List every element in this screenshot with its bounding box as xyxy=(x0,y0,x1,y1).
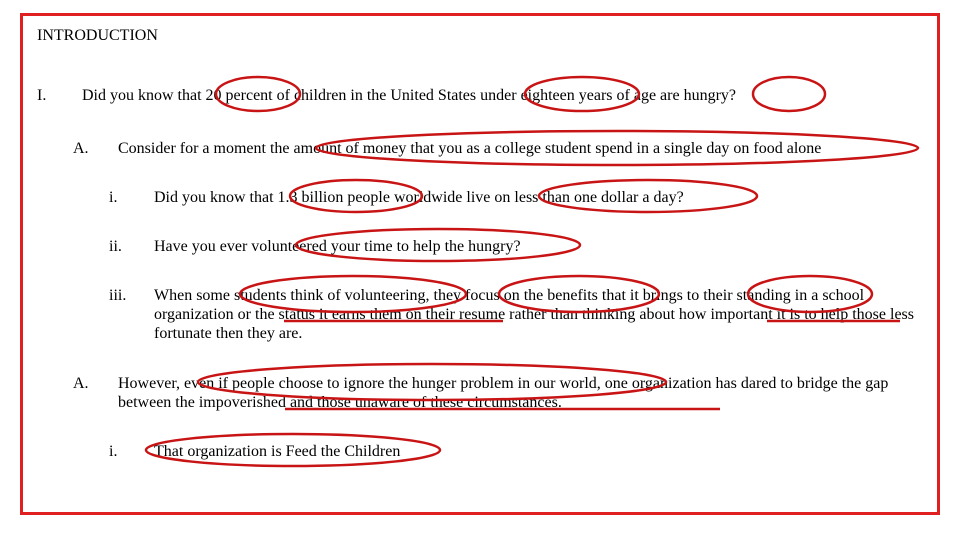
outline-marker-7: i. xyxy=(109,443,118,460)
outline-text-3: Did you know that 1.3 billion people worldwide live on less than one dollar a day? xyxy=(154,189,684,206)
section-heading: INTRODUCTION xyxy=(37,27,158,44)
outline-text-1: Did you know that 20 percent of children in the United States under eighteen years of age are hungry? xyxy=(82,87,737,104)
outline-text-7: That organization is Feed the Children xyxy=(154,443,401,460)
outline-marker-5: iii. xyxy=(109,287,127,304)
outline-text-4: Have you ever volunteered your time to help the hungry? xyxy=(154,238,521,255)
outline-text-5: When some students think of volunteering, they focus on the benefits that it brings to their standing in a school organization or the status it earns them on their resume rather than thinking about how important it is to help those less fortunate then they are. xyxy=(154,287,914,342)
outline-marker-3: i. xyxy=(109,189,118,206)
outline-marker-6: A. xyxy=(73,375,89,392)
outline-text-6: However, even if people choose to ignore the hunger problem in our world, one organization has dared to bridge the gap between the impoverished and those unaware of these circumstances. xyxy=(118,375,889,411)
outline-text-2: Consider for a moment the amount of money that you as a college student spend in a single day on food alone xyxy=(118,140,822,157)
outline-marker-4: ii. xyxy=(109,238,122,255)
outline-marker-1: I. xyxy=(37,87,47,104)
outline-marker-2: A. xyxy=(73,140,89,157)
